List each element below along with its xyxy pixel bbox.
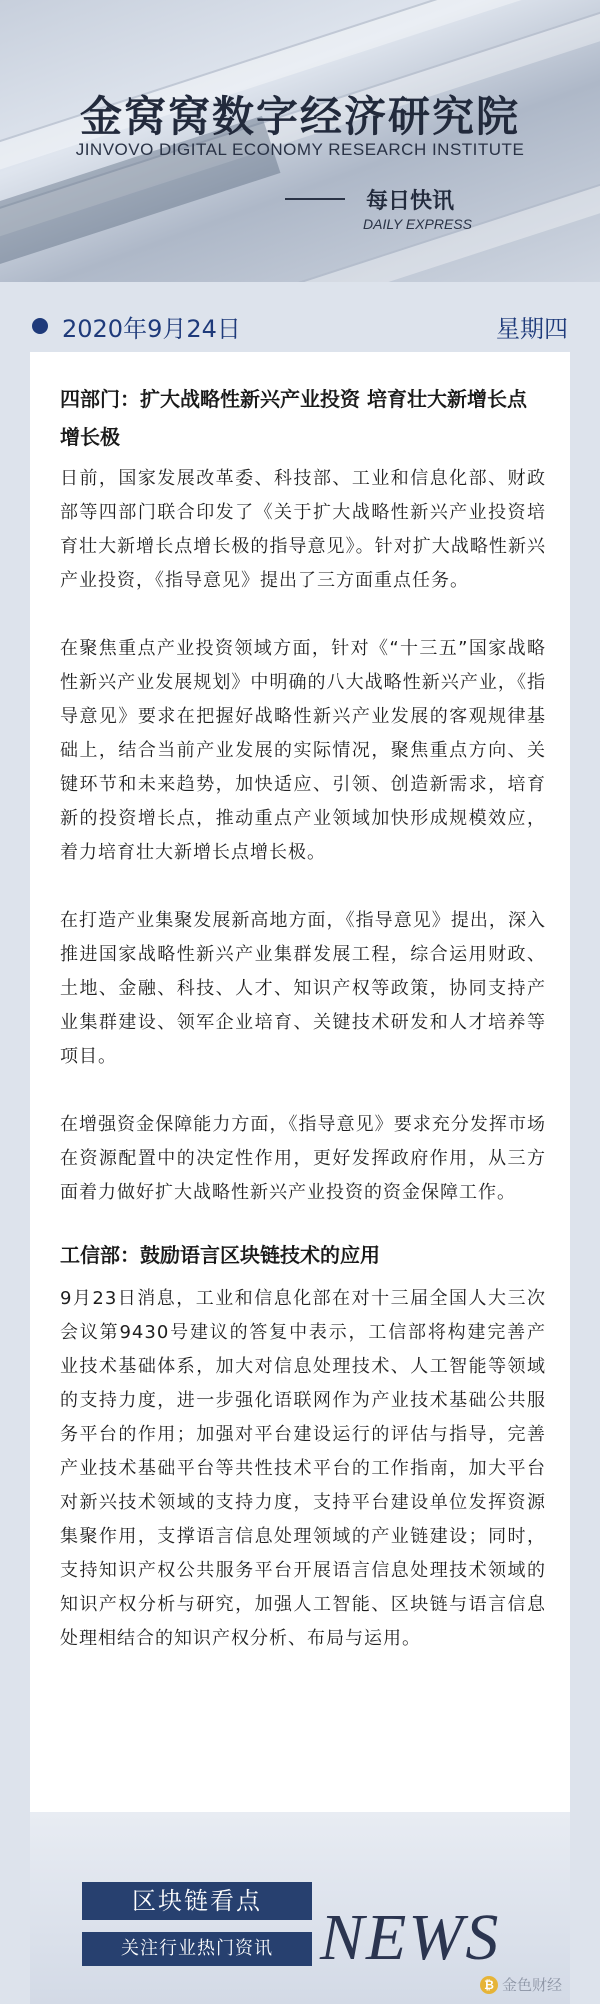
issue-date: 2020年9月24日 bbox=[62, 315, 241, 343]
article-paragraph: 9月23日消息，工业和信息化部在对十三届全国人大三次会议第9430号建议的答复中表示，工信部将构建完善产业技术基础体系，加大对信息处理技术、人工智能等领域的支持力度，进一步强化语联网作为产业技术基础公共服务平台的作用；加强对平台建设运行的评估与指导，完善产业技术基础平台等共性技术平台的工作指南，加大平台对新兴技术领域的支持力度，支持平台建设单位发挥资源集聚作用，支撑语言信息处理领域的产业链建设；同时，支持知识产权公共服务平台开展语言信息处理技术领域的知识产权分析与研究，加强人工智能、区块链与语言信息处理相结合的知识产权分析、布局与运用。 bbox=[60, 1288, 546, 1649]
news-wordmark: NEWS bbox=[320, 1901, 501, 1974]
date-bar bbox=[24, 300, 576, 352]
article-paragraph: 日前，国家发展改革委、科技部、工业和信息化部、财政部等四部门联合印发了《关于扩大战略性新兴产业投资培育壮大新增长点增长极的指导意见》。针对扩大战略性新兴产业投资，《指导意见》提出了三方面重点任务。 bbox=[60, 468, 546, 591]
watermark-text: 金色财经 bbox=[501, 1976, 562, 1994]
article-heading: 四部门：扩大战略性新兴产业投资 培育壮大新增长点增长极 bbox=[60, 387, 527, 449]
coin-logo-icon: ₿ bbox=[480, 1976, 498, 1994]
article-paragraph: 在聚焦重点产业投资领域方面，针对《“十三五”国家战略性新兴产业发展规划》中明确的八大战略性新兴产业，《指导意见》要求在把握好战略性新兴产业发展的客观规律基础上，结合当前产业发展的实际情况，聚焦重点方向、关键环节和未来趋势，加快适应、引领、创造新需求，培育新的投资增长点，推动重点产业领域加快形成规模效应，着力培育壮大新增长点增长极。 bbox=[60, 638, 546, 863]
article-heading: 工信部：鼓励语言区块链技术的应用 bbox=[60, 1243, 380, 1267]
blockchain-highlights-badge: 区块链看点 bbox=[82, 1882, 312, 1920]
watermark bbox=[480, 1974, 562, 1995]
daily-divider bbox=[285, 198, 345, 200]
hot-news-badge: 关注行业热门资讯 bbox=[82, 1932, 312, 1966]
institute-title: 金窝窝数字经济研究院 bbox=[79, 92, 520, 141]
article-paragraph: 在增强资金保障能力方面，《指导意见》要求充分发挥市场在资源配置中的决定性作用，更好发挥政府作用，从三方面着力做好扩大战略性新兴产业投资的资金保障工作。 bbox=[60, 1114, 546, 1203]
issue-weekday: 星期四 bbox=[496, 315, 568, 343]
daily-express-cn: 每日快讯 bbox=[366, 189, 455, 214]
daily-express-en: DAILY EXPRESS bbox=[363, 216, 472, 232]
article-card bbox=[30, 352, 570, 1812]
article-paragraph: 在打造产业集聚发展新高地方面，《指导意见》提出，深入推进国家战略性新兴产业集群发展工程，综合运用财政、土地、金融、科技、人才、知识产权等政策，协同支持产业集群建设、领军企业培育、关键技术研发和人才培养等项目。 bbox=[60, 910, 546, 1067]
institute-subtitle: JINVOVO DIGITAL ECONOMY RESEARCH INSTITUTE bbox=[75, 140, 525, 159]
footer-banner bbox=[30, 1812, 570, 2004]
bullet-icon bbox=[32, 318, 48, 334]
header-banner bbox=[0, 0, 600, 282]
